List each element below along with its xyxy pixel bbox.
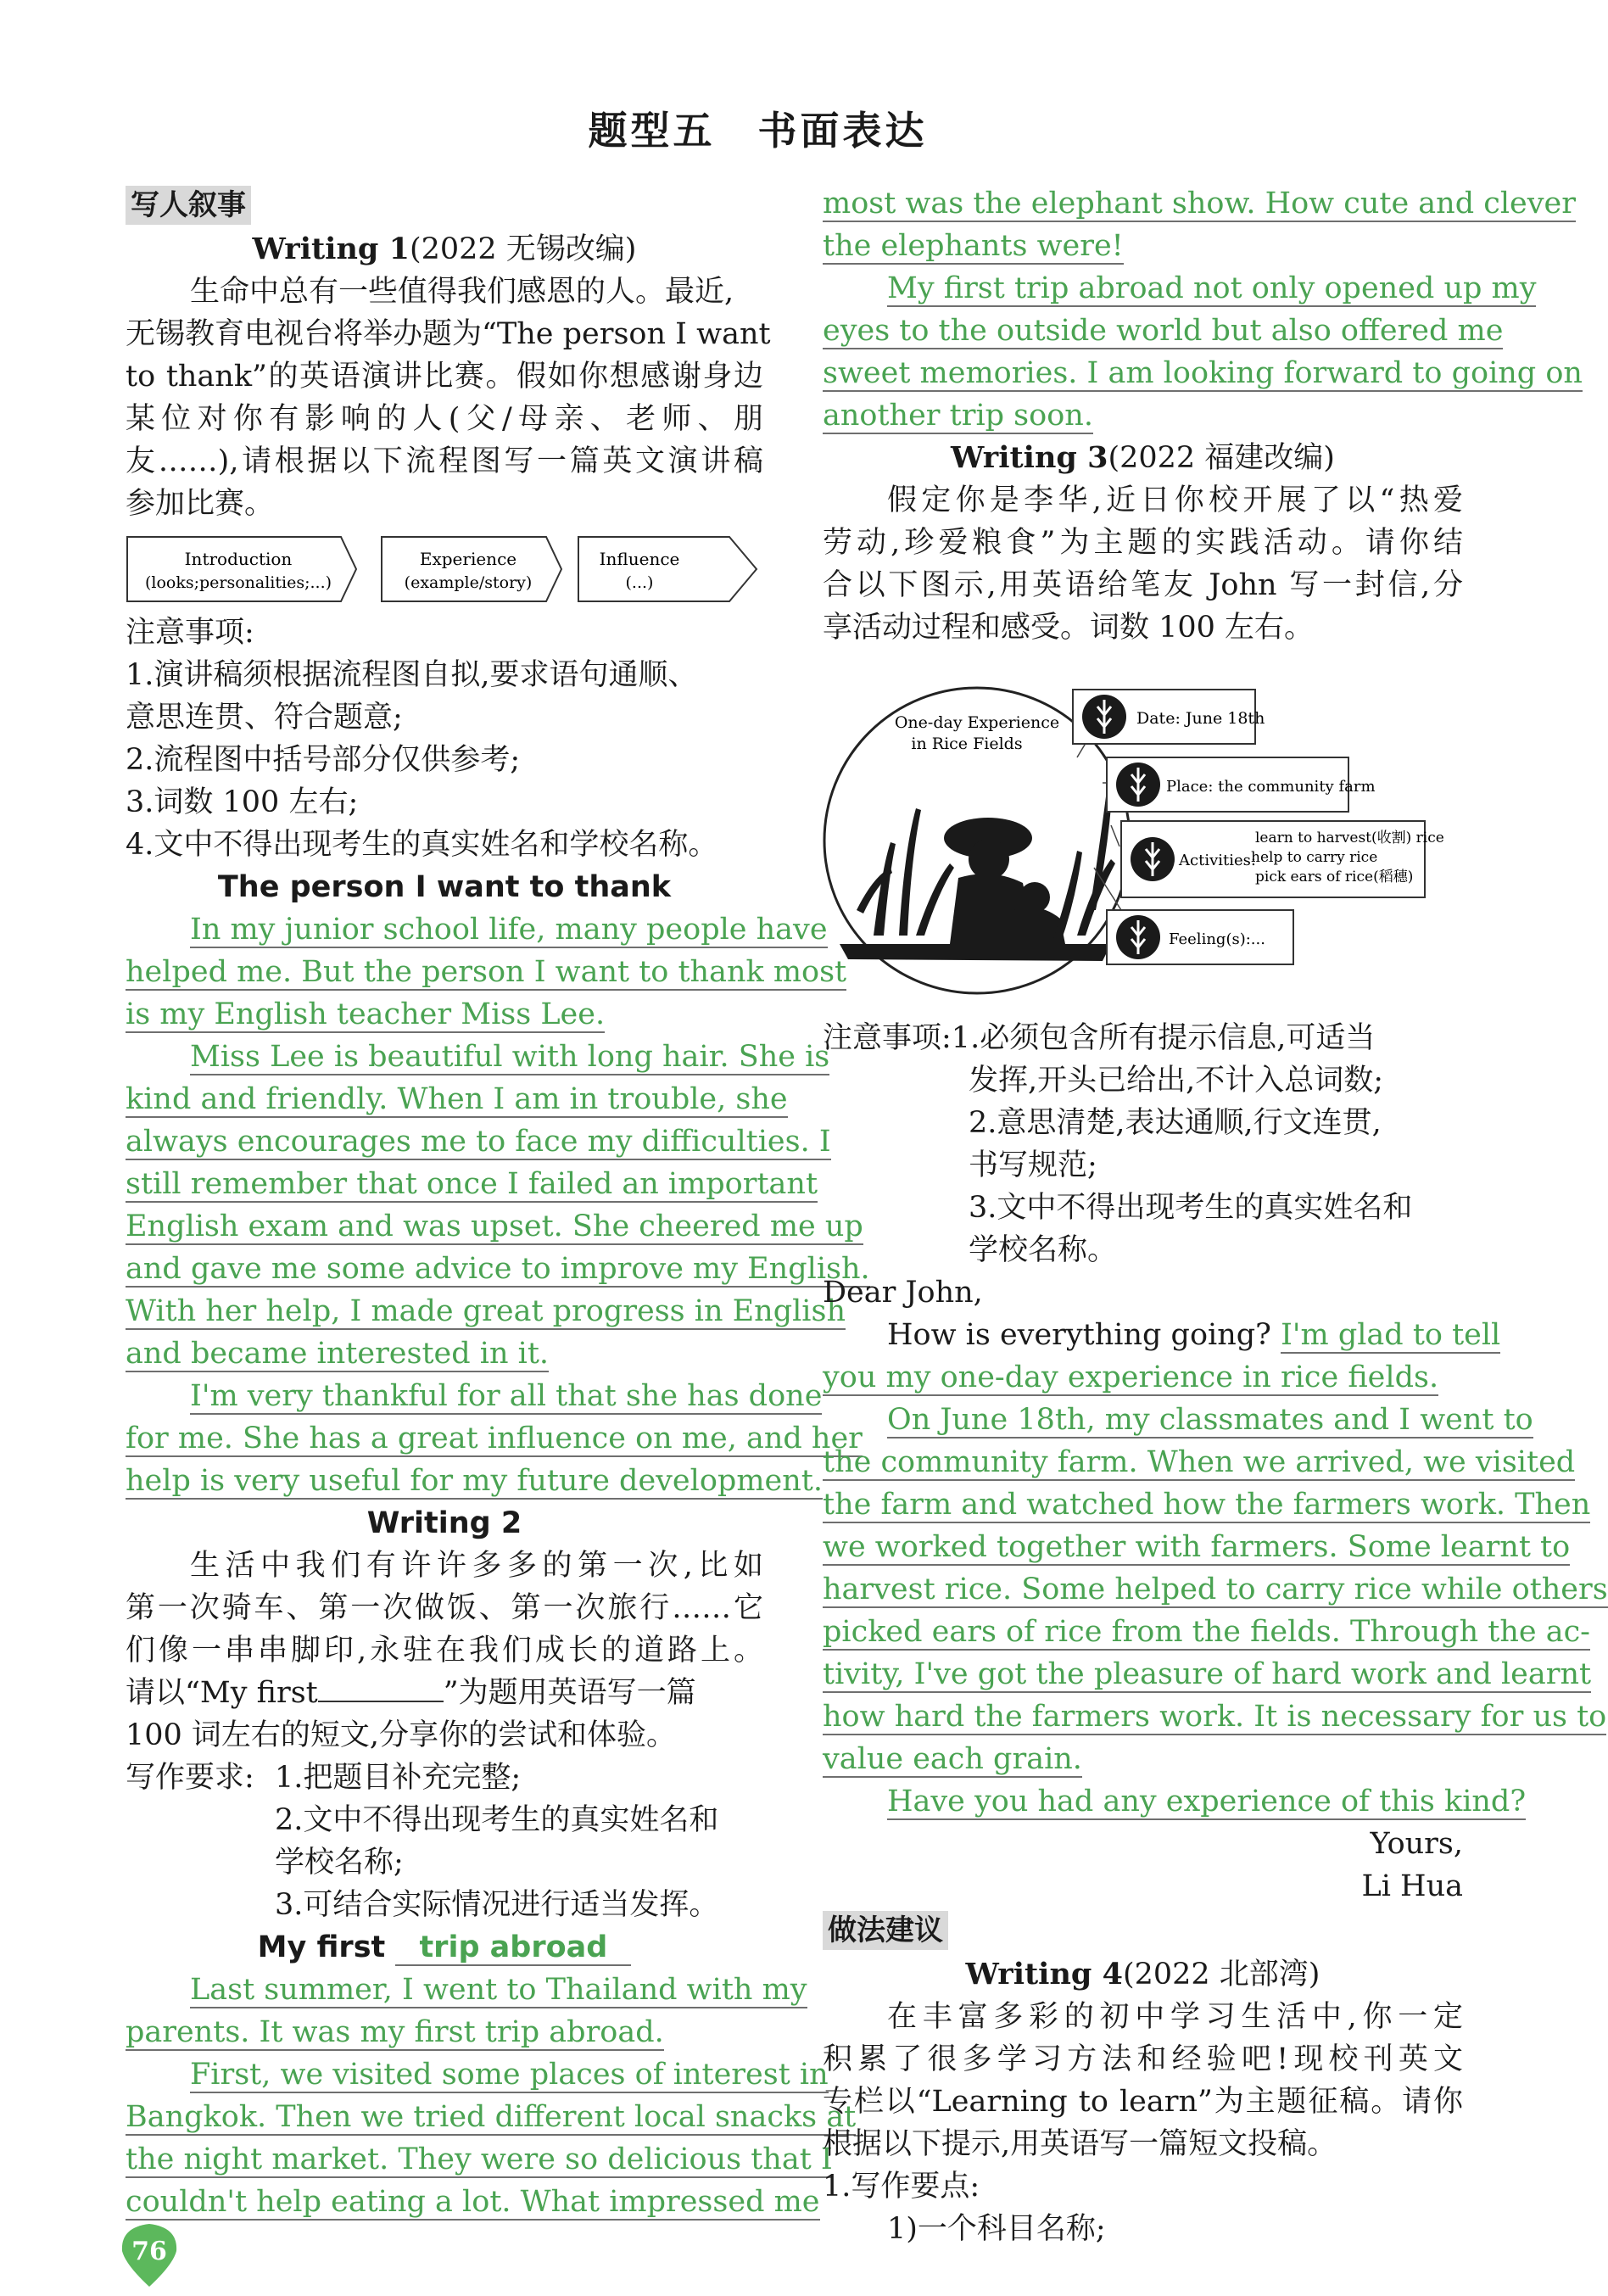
w3-essay-line: tivity, I've got the pleasure of hard work and learnt [823,1657,1592,1691]
w3-essay-line: Have you had any experience of this kind? [887,1785,1527,1818]
w3-note: 书写规范; [969,1148,1097,1182]
w4-prompt-line: 积累了很多学习方法和经验吧!现校刊英文 [823,2042,1463,2076]
figure-activity: pick ears of rice(稻穗) [1255,869,1414,885]
w1-prompt-line: 无锡教育电视台将举办题为“The person I want [126,317,771,351]
letter-greeting: Dear John, [823,1276,983,1310]
w4-prompt-line: 1)一个科目名称; [887,2212,1106,2246]
svg-text:(...): (...) [625,573,654,592]
w2-essay-line: sweet memories. I am looking forward to going on [823,356,1583,390]
w4-prompt-line: 在丰富多彩的初中学习生活中,你一定 [887,2000,1463,2034]
w3-note: 2.意思清楚,表达通顺,行文连贯, [969,1106,1382,1140]
page-number-badge [117,2221,181,2288]
w3-note: 注意事项:1.必须包含所有提示信息,可适当 [823,1021,1376,1055]
w3-prompt-line: 假定你是李华,近日你校开展了以“热爱 [887,483,1463,517]
w2-prompt-line: 请以“My first ”为题用英语写一篇 [126,1676,696,1710]
writing-3-heading: Writing 3(2022 福建改编) [951,440,1335,475]
w1-essay-line: I'm very thankful for all that she has done [190,1379,823,1413]
svg-text:(example/story): (example/story) [404,573,533,592]
w2-prompt-line: 100 词左右的短文,分享你的尝试和体验。 [126,1718,677,1752]
w3-note: 发挥,开头已给出,不计入总词数; [969,1064,1384,1098]
w2-essay-line: Last summer, I went to Thailand with my [190,1973,807,2007]
page-title: 题型五 书面表达 [588,108,928,154]
w2-essay-line: eyes to the outside world but also offered me [823,314,1504,348]
w3-note: 学校名称。 [969,1233,1118,1267]
writing-1-heading: Writing 1(2022 无锡改编) [252,232,637,266]
w1-prompt-line: 友……),请根据以下流程图写一篇英文演讲稿 [126,444,763,478]
w3-essay-line: you my one-day experience in rice fields. [823,1360,1439,1394]
w2-essay-line: the night market. They were so delicious that I [126,2142,833,2176]
w2-req: 1.把题目补充完整; [275,1761,522,1795]
figure-activity: learn to harvest(收割) rice [1255,830,1444,846]
w2-prompt-line: 们像一串串脚印,永驻在我们成长的道路上。 [126,1634,763,1668]
w4-prompt-line: 1.写作要点: [823,2170,980,2204]
w1-prompt-line: 参加比赛。 [126,487,275,521]
w4-prompt-line: 专栏以“Learning to learn”为主题征稿。请你 [823,2085,1463,2119]
figure-feeling: Feeling(s):... [1169,930,1265,948]
w3-essay-line: picked ears of rice from the fields. Through the ac- [823,1615,1590,1649]
flow-step-experience [382,537,561,601]
writing-4-heading: Writing 4(2022 北部湾) [965,1957,1320,1992]
flow-step-influence [578,537,757,601]
svg-text:Experience: Experience [419,549,517,569]
w2-prompt-line: 生活中我们有许许多多的第一次,比如 [190,1549,763,1583]
left-column [126,182,870,2223]
w2-essay-line: another trip soon. [823,399,1093,433]
flow-chart [126,528,763,610]
section-tag-suggestion: 做法建议 [823,1911,948,1950]
w2-essay-line: First, we visited some places of interest in [190,2058,829,2092]
figure-activity: help to carry rice [1251,849,1378,866]
w1-essay-line: and gave me some advice to improve my English. [126,1252,870,1286]
w1-essay-line: helped me. But the person I want to thank most [126,955,847,989]
right-column [823,182,1608,2250]
w2-essay-line: My first trip abroad not only opened up my [887,271,1537,305]
letter-closing: Yours, [1370,1827,1463,1861]
w1-essay-line: help is very useful for my future development. [126,1464,823,1498]
writing-2-heading: Writing 2 [366,1506,522,1540]
w3-essay-line: How is everything going? I'm glad to tell [887,1318,1501,1352]
w2-essay-title: My first trip abroad [126,1926,763,1969]
w4-prompt-line: 根据以下提示,用英语写一篇短文投稿。 [823,2127,1337,2161]
w1-essay-line: always encourages me to face my difficulties. I [126,1125,831,1159]
w1-essay-line: for me. She has a great influence on me, and her [126,1422,863,1455]
date-box [1073,690,1265,744]
w3-prompt-line: 劳动,珍爱粮食”为主题的实践活动。请你结 [823,526,1463,560]
w1-prompt-line: to thank”的英语演讲比赛。假如你想感谢身边 [126,360,763,394]
w1-essay-line: and became interested in it. [126,1337,550,1371]
w1-note: 注意事项: [126,616,254,650]
svg-text:(looks;personalities;...): (looks;personalities;...) [144,573,332,592]
figure-title-2: in Rice Fields [911,735,1023,753]
w1-prompt-line: 生命中总有一些值得我们感恩的人。最近, [190,275,734,309]
w1-essay-line: Miss Lee is beautiful with long hair. She is [190,1040,830,1074]
figure-activities-label: Activities: [1179,852,1256,869]
w1-essay-title: The person I want to thank [217,870,672,904]
title-blank [318,1675,444,1702]
section-tag-narrative: 写人叙事 [126,186,251,225]
w1-essay-line: still remember that once I failed an important [126,1167,818,1201]
w2-req: 3.可结合实际情况进行适当发挥。 [275,1888,719,1922]
w2-essay-line: couldn't help eating a lot. What impressed me [126,2185,820,2219]
w2-req: 学校名称; [275,1846,404,1880]
feelings-box [1107,910,1293,964]
place-box [1107,757,1376,812]
w1-note: 3.词数 100 左右; [126,785,359,819]
w1-essay-line: English exam and was upset. She cheered me up [126,1209,863,1243]
w1-essay-line: In my junior school life, many people have [190,913,828,947]
w3-note: 3.文中不得出现考生的真实姓名和 [969,1191,1413,1225]
svg-text:Introduction: Introduction [184,549,293,569]
w3-prompt-line: 合以下图示,用英语给笔友 John 写一封信,分 [823,568,1463,602]
w3-essay-line: how hard the farmers work. It is necessary for us to [823,1700,1607,1734]
w3-essay-line: On June 18th, my classmates and I went to [887,1403,1533,1437]
w1-note: 意思连贯、符合题意; [126,701,403,735]
figure-title-1: One-day Experience [894,713,1060,732]
letter-signature: Li Hua [1361,1869,1463,1903]
flow-step-introduction [127,537,356,601]
w1-essay-line: kind and friendly. When I am in trouble, she [126,1082,788,1116]
w3-essay-line: harvest rice. Some helped to carry rice while others [823,1573,1608,1606]
w2-req: 2.文中不得出现考生的真实姓名和 [275,1803,719,1837]
w3-essay-line: the community farm. When we arrived, we visited [823,1445,1576,1479]
w1-prompt-line: 某位对你有影响的人(父/母亲、老师、朋 [126,402,763,436]
w3-essay-line: we worked together with farmers. Some learnt to [823,1530,1571,1564]
w2-essay-line: parents. It was my first trip abroad. [126,2015,664,2049]
w3-prompt-line: 享活动过程和感受。词数 100 左右。 [823,611,1315,645]
w2-essay-line: most was the elephant show. How cute and clever [823,187,1576,221]
w2-essay-line: the elephants were! [823,229,1124,263]
w3-essay-line: the farm and watched how the farmers work. Then [823,1488,1591,1522]
w3-essay-line: value each grain. [823,1742,1082,1776]
w1-note: 2.流程图中括号部分仅供参考; [126,743,521,777]
w1-essay-line: With her help, I made great progress in English [126,1294,846,1328]
figure-place: Place: the community farm [1166,778,1376,796]
w2-req-head: 写作要求: [126,1761,254,1795]
w1-note: 4.文中不得出现考生的真实姓名和学校名称。 [126,828,718,862]
page-number: 76 [131,2237,167,2266]
svg-text:Influence: Influence [599,549,680,569]
rice-field-figure [823,656,1463,1012]
w1-note: 1.演讲稿须根据流程图自拟,要求语句通顺、 [126,658,698,692]
figure-date: Date: June 18th [1136,709,1265,728]
w2-prompt-line: 第一次骑车、第一次做饭、第一次旅行……它 [126,1591,763,1625]
w2-essay-line: Bangkok. Then we tried different local snacks at [126,2100,857,2134]
activities-box [1121,821,1444,897]
w1-essay-line: is my English teacher Miss Lee. [126,997,606,1031]
